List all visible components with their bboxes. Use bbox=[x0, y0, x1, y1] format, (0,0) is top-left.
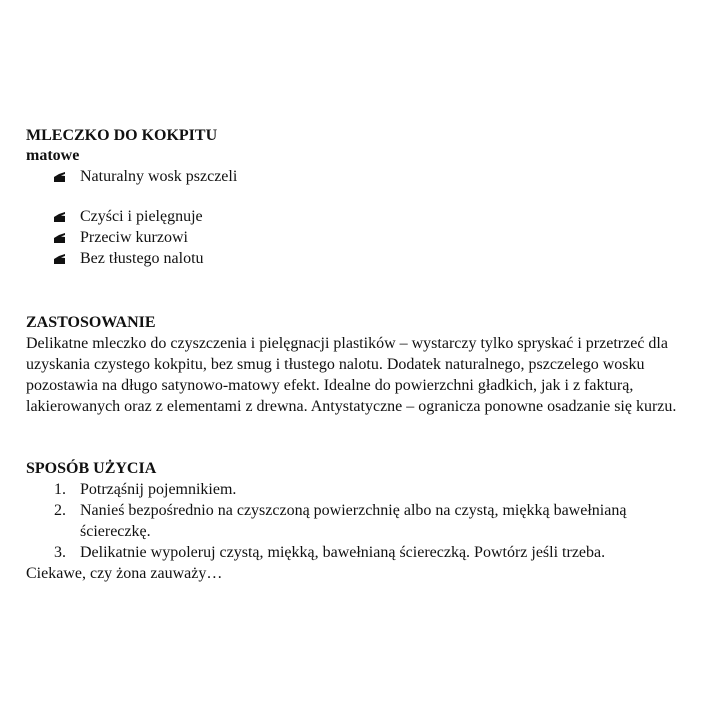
feature-label: Czyści i pielęgnuje bbox=[80, 208, 203, 225]
feature-label: Przeciw kurzowi bbox=[80, 229, 188, 246]
product-title: MLECZKO DO KOKPITU bbox=[26, 127, 218, 144]
feature-label: Bez tłustego nalotu bbox=[80, 250, 204, 267]
step-number: 1. bbox=[54, 481, 66, 498]
hand-pointer-icon bbox=[54, 253, 65, 264]
step-number: 3. bbox=[54, 544, 66, 561]
directions-heading: SPOSÓB UŻYCIA bbox=[26, 460, 157, 477]
hand-pointer-icon bbox=[54, 211, 65, 222]
step-text: Nanieś bezpośrednio na czyszczoną powierzchnię albo na czystą, miękką bawełnianą ściereczkę. bbox=[80, 502, 627, 540]
step-item bbox=[26, 542, 696, 563]
step-text: Potrząśnij pojemnikiem. bbox=[80, 481, 237, 498]
usage-section bbox=[26, 313, 696, 417]
feature-item bbox=[26, 248, 696, 269]
step-item bbox=[26, 500, 696, 542]
feature-item bbox=[26, 206, 696, 227]
feature-label: Naturalny wosk pszczeli bbox=[80, 168, 238, 185]
product-subtitle: matowe bbox=[26, 147, 80, 164]
step-item bbox=[26, 479, 696, 500]
document-page bbox=[26, 126, 696, 584]
step-number: 2. bbox=[54, 502, 66, 519]
step-text: Delikatnie wypoleruj czystą, miękką, bawełnianą ściereczką. Powtórz jeśli trzeba. bbox=[80, 544, 606, 561]
feature-list bbox=[26, 166, 696, 269]
directions-steps bbox=[26, 479, 696, 563]
directions-section bbox=[26, 459, 696, 584]
closing-remark: Ciekawe, czy żona zauważy… bbox=[26, 565, 223, 582]
hand-pointer-icon bbox=[54, 232, 65, 243]
usage-heading: ZASTOSOWANIE bbox=[26, 314, 156, 331]
usage-paragraph: Delikatne mleczko do czyszczenia i pielęgnacji plastików – wystarczy tylko spryskać i przetrzeć dla uzyskania czystego kokpitu, bez smug i tłustego nalotu. Dodatek naturalnego, pszczelego wosku pozostawia na długo satynowo-matowy efekt. Idealne do powierzchni gładkich, jak i z fakturą, lakierowanych oraz z elementami z drewna. Antystatyczne – ogranicza ponowne osadzanie się kurzu. bbox=[26, 335, 677, 415]
hand-pointer-icon bbox=[54, 171, 65, 182]
feature-item bbox=[26, 227, 696, 248]
feature-item bbox=[26, 166, 696, 187]
